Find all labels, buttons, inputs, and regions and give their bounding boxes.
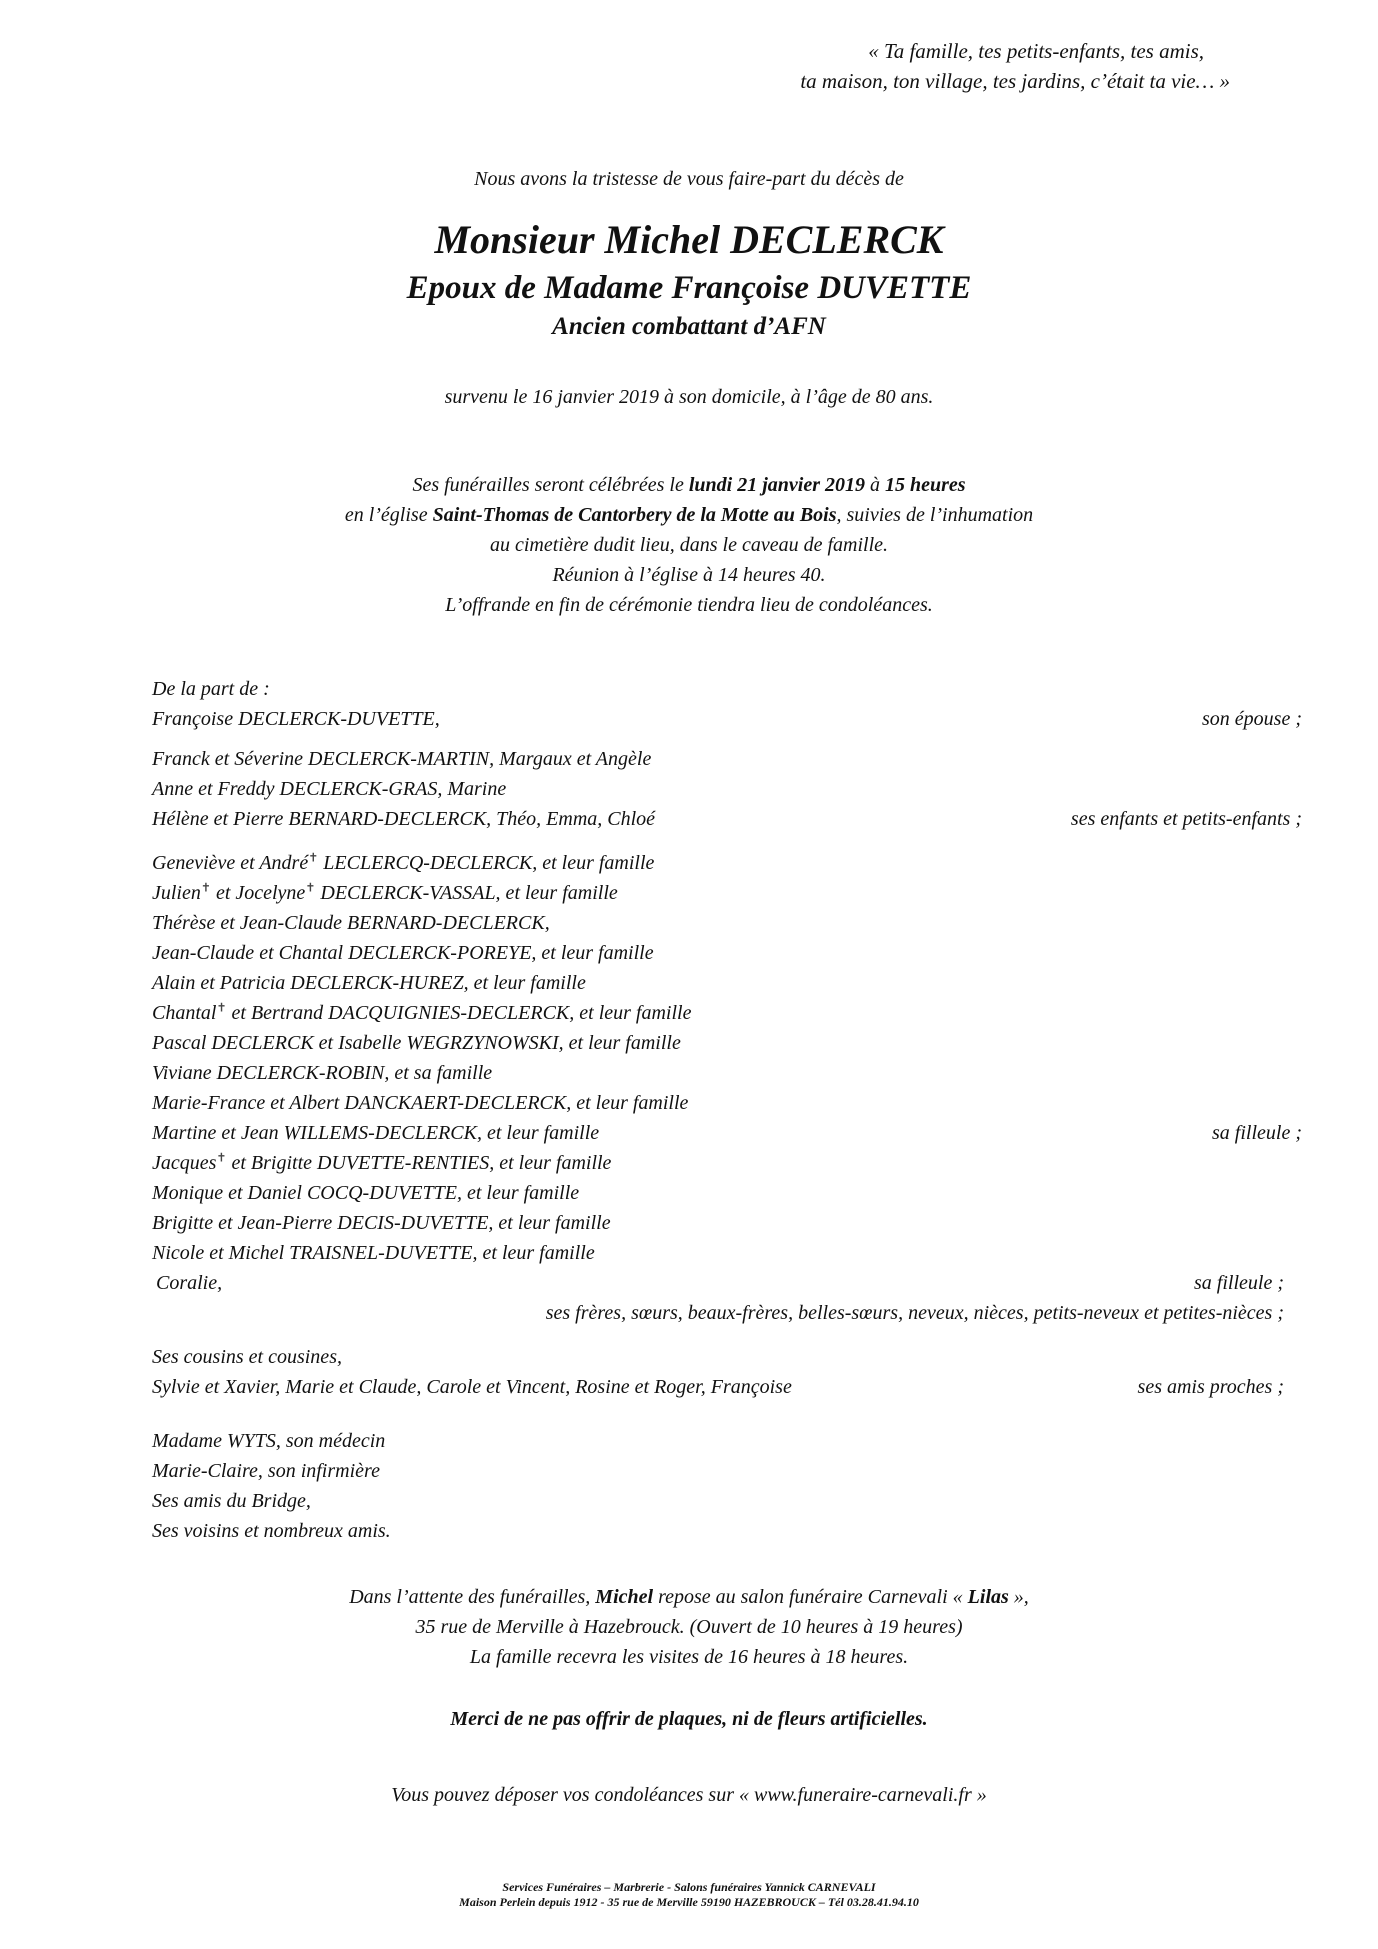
cross-icon: ✝ [308,850,319,865]
list-item: Ses amis du Bridge, [152,1490,311,1512]
list-item: Monique et Daniel COCQ-DUVETTE, et leur famille [152,1182,580,1204]
spouse-line: Epoux de Madame Françoise DUVETTE [406,270,972,306]
list-text: et Bertrand DACQUIGNIES-DECLERCK, et leur famille [226,1002,692,1024]
cross-icon: ✝ [216,1150,227,1165]
list-text: Chantal [152,1002,217,1024]
salon-text: », [1008,1586,1029,1608]
condolences-website: Vous pouvez déposer vos condoléances sur « www.funeraire-carnevali.fr » [391,1784,987,1806]
list-item [152,848,654,878]
quote-line-2: ta maison, ton village, tes jardins, c’était ta vie… » [800,69,1230,93]
goddaughter-role: sa filleule ; [1212,1122,1302,1144]
siblings-group [152,848,1302,1328]
list-item: Brigitte et Jean-Pierre DECIS-DUVETTE, et leur famille [152,1212,611,1234]
funeral-text: Ses funérailles seront célébrées le [412,474,689,496]
funeral-date: lundi 21 janvier 2019 [688,474,865,496]
others-group [152,1426,1302,1546]
list-item: Ses voisins et nombreux amis. [152,1520,391,1542]
cross-icon: ✝ [305,880,316,895]
footer-line-1: Services Funéraires – Marbrerie - Salons funéraires Yannick CARNEVALI [502,1880,876,1894]
funeral-details [0,470,1378,620]
church-name: Saint-Thomas de Cantorbery de la Motte au Bois [432,504,837,526]
cousins-friends-group [152,1342,1302,1402]
from-heading: De la part de : [152,678,270,700]
funeral-line-5: L’offrande en fin de cérémonie tiendra lieu de condoléances. [445,594,933,616]
list-item [152,1148,611,1178]
footer [0,1880,1378,1910]
list-text: Jacques [152,1152,217,1174]
friends-role: ses amis proches ; [1137,1376,1284,1398]
spouse-name: Françoise DECLERCK-DUVETTE, [152,708,440,730]
list-item [152,878,618,908]
spouse-role: son épouse ; [1202,708,1302,730]
list-item: Viviane DECLERCK-ROBIN, et sa famille [152,1062,493,1084]
list-item [152,998,691,1028]
veteran-title: Ancien combattant d’AFN [552,313,826,340]
funeral-line-4: Réunion à l’église à 14 heures 40. [552,564,826,586]
funeral-text: à [864,474,885,496]
list-item: Coralie, [156,1272,223,1294]
goddaughter-role: sa filleule ; [1194,1272,1284,1294]
quote-line-1: « Ta famille, tes petits-enfants, tes amis, [868,39,1204,63]
cross-icon: ✝ [216,1000,227,1015]
funeral-line-1 [0,470,1378,500]
list-text: DECLERCK-VASSAL, et leur famille [315,882,618,904]
list-item: Nicole et Michel TRAISNEL-DUVETTE, et leur famille [152,1242,595,1264]
salon-room: Lilas [967,1586,1009,1608]
children-group [152,744,1302,834]
list-item: Franck et Séverine DECLERCK-MARTIN, Margaux et Angèle [152,748,652,770]
list-text: Geneviève et André [152,852,309,874]
friends-line: Sylvie et Xavier, Marie et Claude, Carole et Vincent, Rosine et Roger, Françoise [152,1376,792,1398]
salon-line-1 [0,1582,1378,1612]
funeral-text: , suivies de l’inhumation [836,504,1034,526]
from-spouse-group [152,674,1302,734]
death-details: survenu le 16 janvier 2019 à son domicile, à l’âge de 80 ans. [444,386,934,408]
epigraph-quote [0,36,1230,96]
list-text: et Jocelyne [210,882,306,904]
list-item: Alain et Patricia DECLERCK-HUREZ, et leur famille [152,972,586,994]
children-role: ses enfants et petits-enfants ; [1070,808,1302,830]
salon-line-2: 35 rue de Merville à Hazebrouck. (Ouvert de 10 heures à 19 heures) [415,1616,963,1638]
list-item: Pascal DECLERCK et Isabelle WEGRZYNOWSKI, et leur famille [152,1032,681,1054]
salon-text: repose au salon funéraire Carnevali « [653,1586,968,1608]
list-text: LECLERCQ-DECLERCK, et leur famille [318,852,655,874]
list-item: Hélène et Pierre BERNARD-DECLERCK, Théo, Emma, Chloé [152,808,656,830]
list-item: Madame WYTS, son médecin [152,1430,386,1452]
cousins-line: Ses cousins et cousines, [152,1346,342,1368]
salon-line-3: La famille recevra les visites de 16 heures à 18 heures. [469,1646,909,1668]
list-text: et Brigitte DUVETTE-RENTIES, et leur famille [226,1152,612,1174]
funeral-line-3: au cimetière dudit lieu, dans le caveau de famille. [489,534,889,556]
list-text: Julien [152,882,201,904]
siblings-role: ses frères, sœurs, beaux-frères, belles-sœurs, neveux, nièces, petits-neveux et petites-nièces ; [545,1302,1284,1324]
list-item: Martine et Jean WILLEMS-DECLERCK, et leur famille [152,1122,600,1144]
list-item: Anne et Freddy DECLERCK-GRAS, Marine [152,778,507,800]
announcement-intro: Nous avons la tristesse de vous faire-part du décès de [474,168,904,190]
footer-line-2: Maison Perlein depuis 1912 - 35 rue de Merville 59190 HAZEBROUCK – Tél 03.28.41.94.10 [459,1895,919,1909]
deceased-first-name: Michel [595,1586,654,1608]
funeral-text: en l’église [344,504,433,526]
list-item: Thérèse et Jean-Claude BERNARD-DECLERCK, [152,912,550,934]
funeral-home-details [0,1582,1378,1672]
deceased-name: Monsieur Michel DECLERCK [434,217,944,262]
cross-icon: ✝ [200,880,211,895]
list-item: Jean-Claude et Chantal DECLERCK-POREYE, et leur famille [152,942,654,964]
list-item: Marie-France et Albert DANCKAERT-DECLERCK, et leur famille [152,1092,689,1114]
list-item: Marie-Claire, son infirmière [152,1460,380,1482]
funeral-time: 15 heures [884,474,966,496]
funeral-line-2 [0,500,1378,530]
flowers-request: Merci de ne pas offrir de plaques, ni de fleurs artificielles. [450,1708,928,1730]
salon-text: Dans l’attente des funérailles, [349,1586,596,1608]
